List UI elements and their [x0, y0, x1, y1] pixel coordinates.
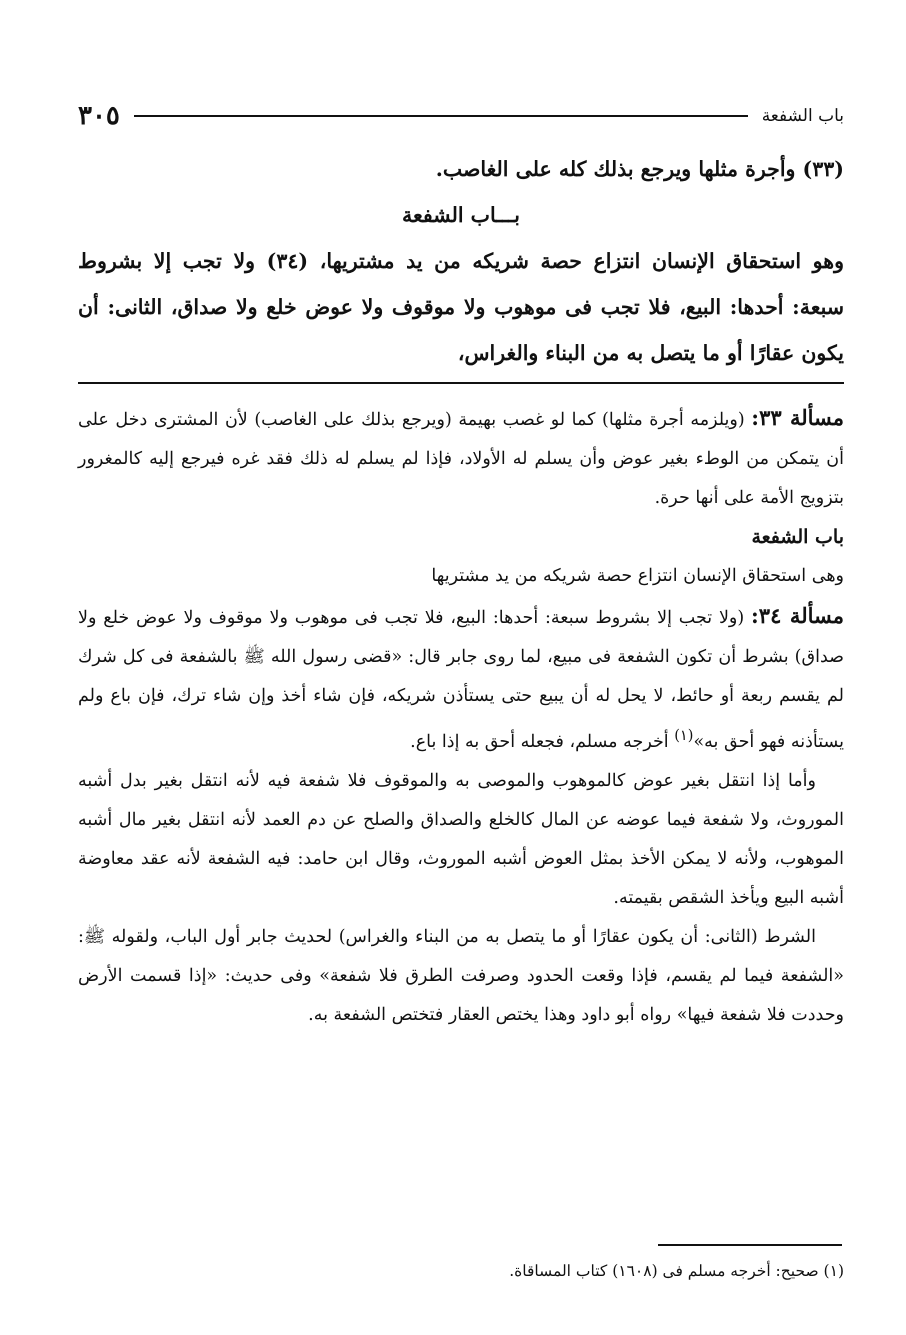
masala-34	[78, 596, 844, 762]
sharh-definition: وهى استحقاق الإنسان انتزاع حصة شريكه من يد مشتريها	[431, 566, 844, 586]
matn-section	[78, 146, 844, 376]
sharh-paragraph-3: وأما إذا انتقل بغير عوض كالموهوب والموصى به والموقوف فلا شفعة فيه لأنه انتقل بغير بدل أشبه الموروث، ولا شفعة فيما عوضه عن المال كالخلع والصداق والصلح عن دم العمد لأنه انتقل بغير مال أشبه الموهوب، ولأنه لا يمكن الأخذ بمثل العوض أشبه الموروث، وقال ابن حامد: فيه الشفعة لأنه عقد معاوضة أشبه البيع ويأخذ الشقص بقيمته.	[78, 770, 844, 908]
matn-paragraph: وهو استحقاق الإنسان انتزاع حصة شريكه من يد مشتريها، (٣٤) ولا تجب إلا بشروط سبعة: أحدها: البيع، فلا تجب فى موهوب ولا موقوف ولا عوض خلع ولا صداق، الثانى: أن يكون عقارًا أو ما يتصل به من البناء والغراس،	[78, 249, 844, 365]
sharh-paragraph-4: الشرط (الثانى: أن يكون عقارًا أو ما يتصل به من البناء والغراس) لحديث جابر أول الباب، ولقوله ﷺ: «الشفعة فيما لم يقسم، فإذا وقعت الحدود وصرفت الطرق فلا شفعة» وفى حديث: «إذا قسمت الأرض وحددت فلا شفعة فيها» رواه أبو داود وهذا يختص العقار فتختص الشفعة به.	[78, 926, 844, 1025]
header-rule	[134, 115, 748, 117]
matn-chapter-title: بـــاب الشفعة	[402, 203, 520, 227]
footnote-reference[interactable]: (١)	[674, 727, 694, 744]
matn-line-33: (٣٣) وأجرة مثلها ويرجع بذلك كله على الغاصب.	[435, 157, 844, 181]
masala-33-label: مسألة ٣٣:	[751, 405, 844, 430]
masala-34-label: مسألة ٣٤:	[751, 603, 844, 628]
page-header	[78, 98, 844, 134]
masala-33	[78, 398, 844, 518]
page-number: ٣٠٥	[78, 101, 120, 131]
sharh-chapter-title: باب الشفعة	[751, 526, 844, 548]
running-head: باب الشفعة	[761, 106, 844, 126]
sharh-section	[78, 398, 844, 1035]
footnote-rule	[658, 1244, 842, 1246]
masala-34-text: (ولا تجب إلا بشروط سبعة: أحدها: البيع، فلا تجب فى موهوب ولا موقوف ولا عوض خلع ولا صداق) بشرط أن تكون الشفعة فى مبيع، لما روى جابر قال: «قضى رسول الله ﷺ بالشفعة فى كل شرك لم يقسم ربعة أو حائط، لا يحل له أن يبيع حتى يستأذن شريكه، فإن شاء أخذ وإن شاء ترك، فإن باع ولم يستأذنه فهو أحق به»	[78, 608, 844, 752]
footnote-section	[78, 1256, 844, 1286]
footnote-text: (١) صحيح: أخرجه مسلم فى (١٦٠٨) كتاب المساقاة.	[509, 1262, 844, 1280]
masala-33-text: (ويلزمه أجرة مثلها) كما لو غصب بهيمة (ويرجع بذلك على الغاصب) لأن المشترى دخل على أن يتمكن من الوطء بغير عوض وأن يسلم له الأولاد، فإذا لم يسلم له ذلك فقد غره فيرجع إليه كالمغرور بتزويج الأمة على أنها حرة.	[78, 410, 844, 508]
matn-sharh-separator	[78, 382, 844, 384]
masala-34-tail: أخرجه مسلم، فجعله أحق به إذا باع.	[410, 731, 675, 752]
